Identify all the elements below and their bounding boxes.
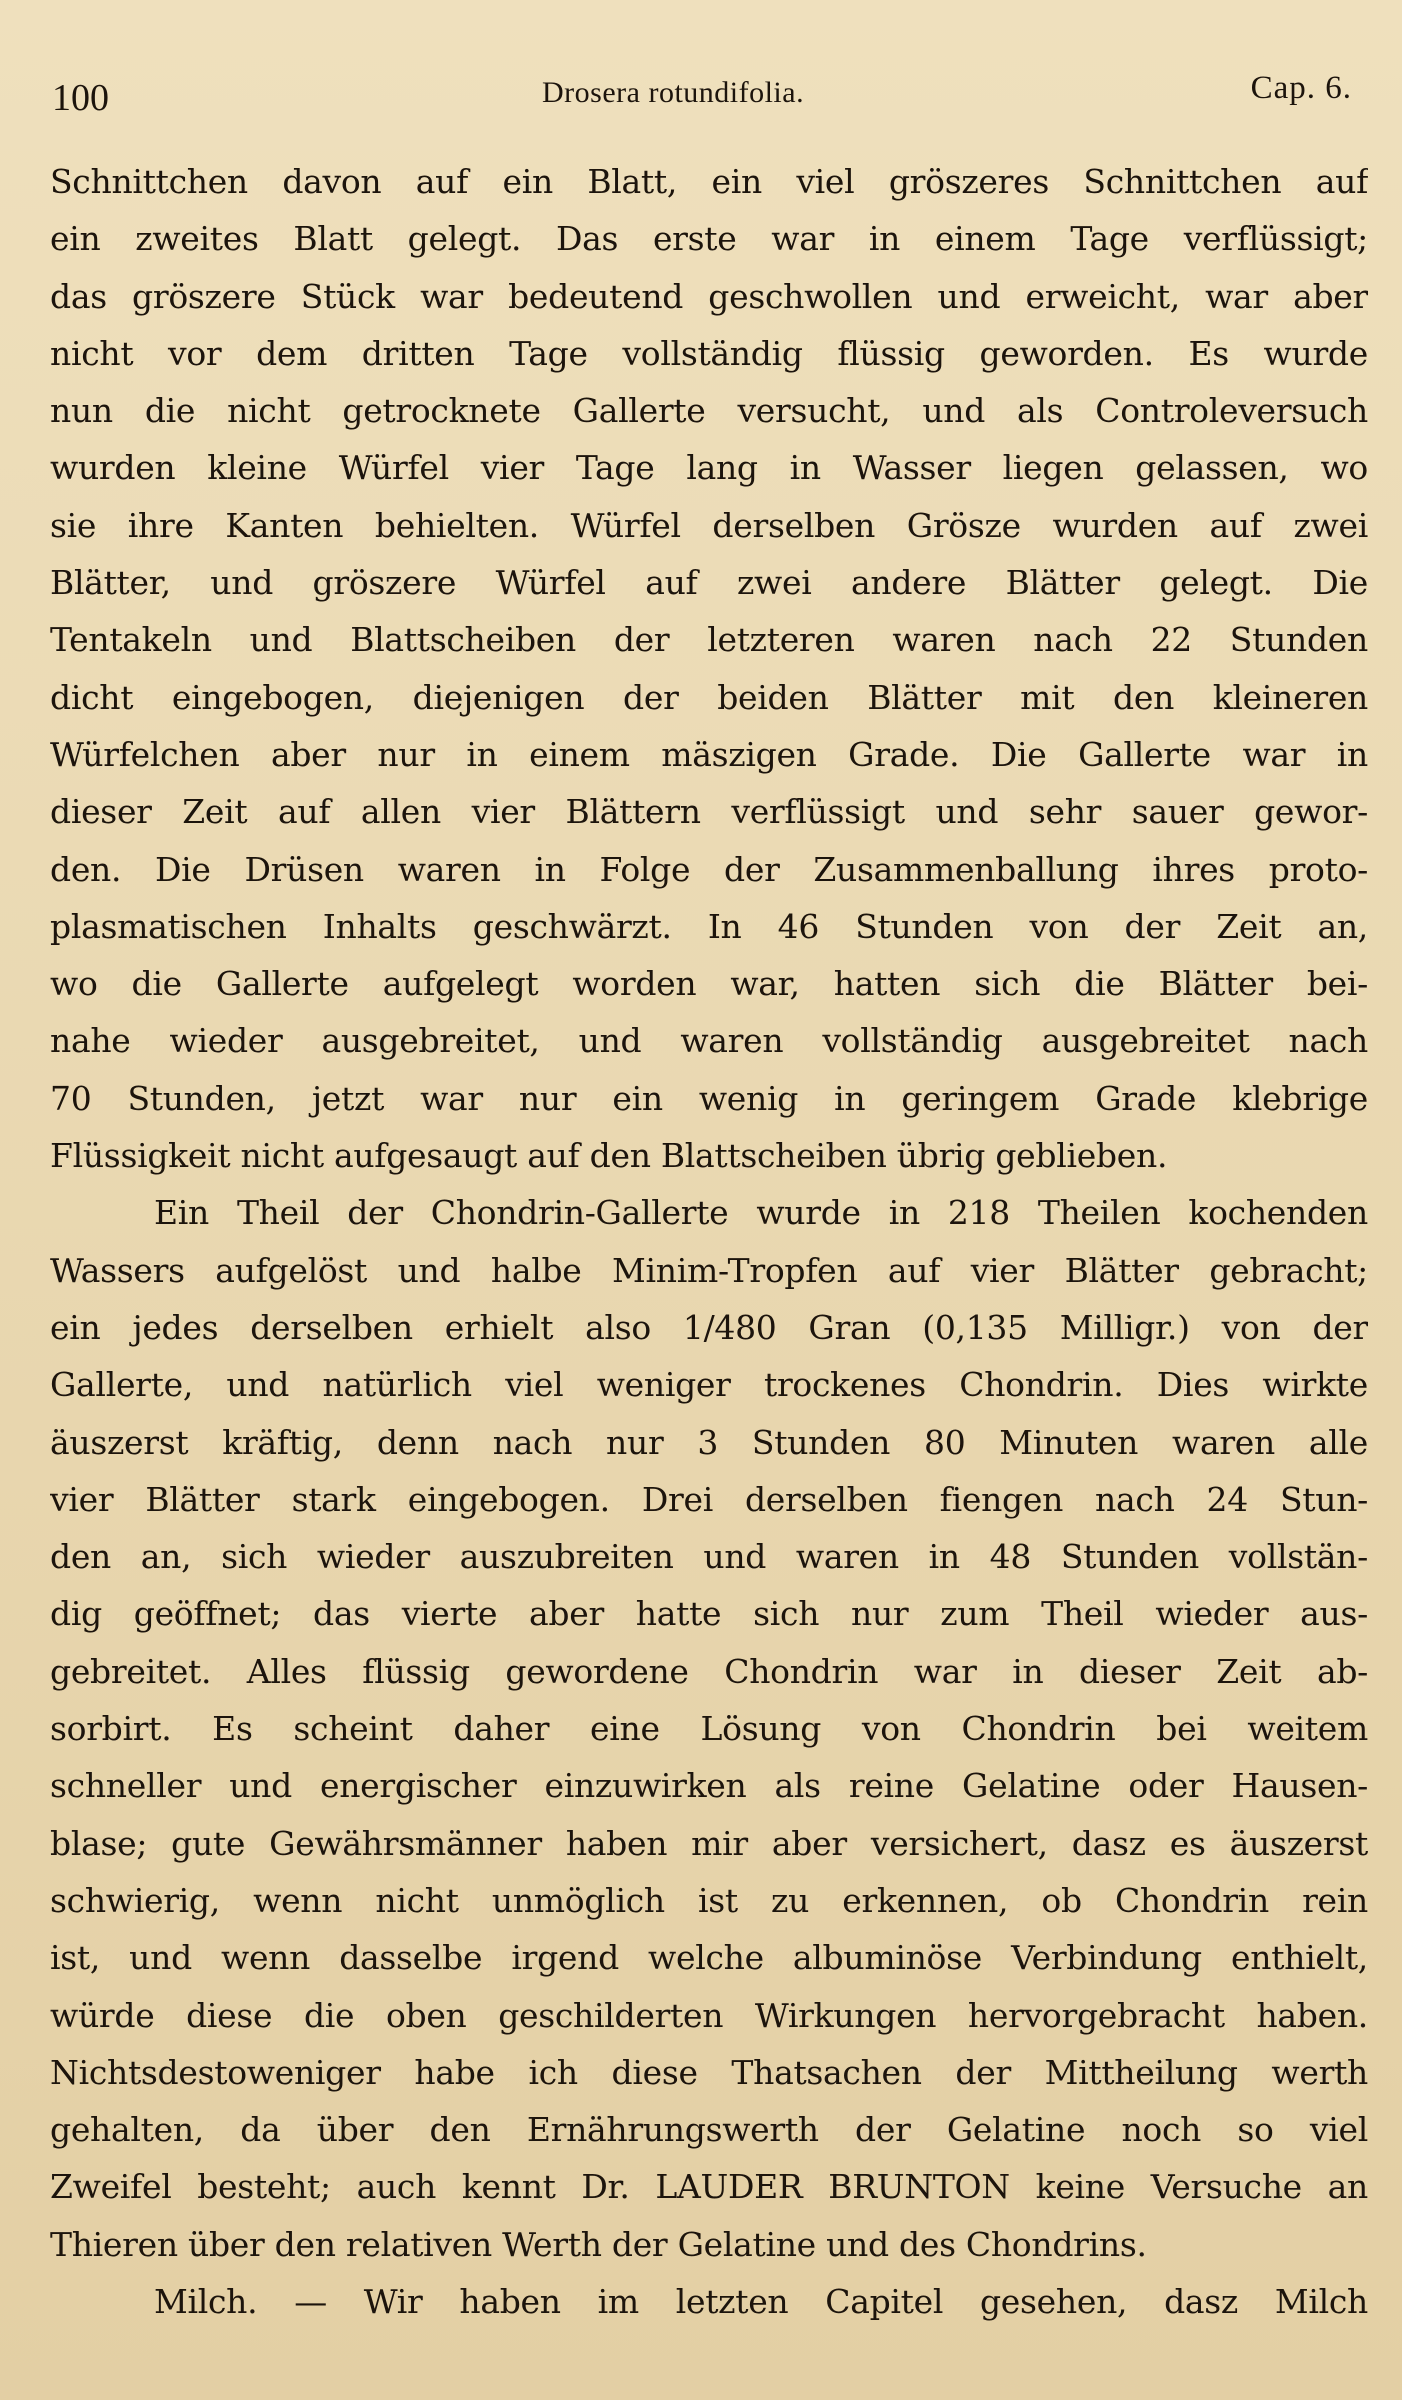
text-line: Wassers aufgelöst und halbe Minim-Tropfen auf vier Blätter gebracht;: [50, 1250, 1368, 1290]
text-line: würde diese die oben geschilderten Wirkungen hervorgebracht haben.: [50, 1995, 1368, 2035]
text-line: gebreitet. Alles flüssig gewordene Chondrin war in dieser Zeit ab-: [50, 1651, 1368, 1691]
text-line: schneller und energischer einzuwirken als reine Gelatine oder Hausen-: [50, 1766, 1368, 1806]
text-line: ist, und wenn dasselbe irgend welche albuminöse Verbindung enthielt,: [50, 1938, 1368, 1978]
text-line: das gröszere Stück war bedeutend geschwollen und erweicht, war aber: [50, 276, 1368, 316]
text-line: Flüssigkeit nicht aufgesaugt auf den Blattscheiben übrig geblieben.: [50, 1136, 1168, 1176]
text-line: Würfelchen aber nur in einem mäszigen Grade. Die Gallerte war in: [50, 734, 1368, 774]
text-line: wo die Gallerte aufgelegt worden war, hatten sich die Blätter bei-: [50, 964, 1368, 1004]
text-line: Zweifel besteht; auch kennt Dr. LAUDER BRUNTON keine Versuche an: [50, 2167, 1368, 2207]
text-line: dicht eingebogen, diejenigen der beiden Blätter mit den kleineren: [50, 677, 1368, 717]
text-line: blase; gute Gewährsmänner haben mir aber versichert, dasz es äuszerst: [50, 1823, 1368, 1863]
text-line: ein zweites Blatt gelegt. Das erste war in einem Tage verflüssigt;: [50, 219, 1368, 259]
chapter-label: Cap. 6.: [1250, 70, 1352, 106]
text-line: den an, sich wieder auszubreiten und waren in 48 Stunden vollstän-: [50, 1537, 1368, 1577]
text-line: Milch. — Wir haben im letzten Capitel gesehen, dasz Milch: [154, 2281, 1368, 2321]
text-line: Thieren über den relativen Werth der Gelatine und des Chondrins.: [50, 2224, 1147, 2264]
text-line: nahe wieder ausgebreitet, und waren vollständig ausgebreitet nach: [50, 1021, 1368, 1061]
text-line: nicht vor dem dritten Tage vollständig flüssig geworden. Es wurde: [50, 333, 1368, 373]
text-line: gehalten, da über den Ernährungswerth der Gelatine noch so viel: [50, 2110, 1368, 2150]
text-line: Gallerte, und natürlich viel weniger trockenes Chondrin. Dies wirkte: [50, 1365, 1368, 1405]
running-header: [52, 70, 1364, 120]
text-line: Nichtsdestoweniger habe ich diese Thatsachen der Mittheilung werth: [50, 2052, 1368, 2092]
text-line: dieser Zeit auf allen vier Blättern verflüssigt und sehr sauer gewor-: [50, 792, 1368, 832]
running-title: Drosera rotundifolia.: [542, 76, 805, 109]
text-line: dig geöffnet; das vierte aber hatte sich nur zum Theil wieder aus-: [50, 1594, 1368, 1634]
text-line: sie ihre Kanten behielten. Würfel derselben Grösze wurden auf zwei: [50, 505, 1368, 545]
text-line: Ein Theil der Chondrin-Gallerte wurde in 218 Theilen kochenden: [154, 1193, 1368, 1233]
text-line: nun die nicht getrocknete Gallerte versucht, und als Controleversuch: [50, 391, 1368, 431]
text-line: den. Die Drüsen waren in Folge der Zusammenballung ihres proto-: [50, 849, 1368, 889]
text-line: vier Blätter stark eingebogen. Drei derselben fiengen nach 24 Stun-: [50, 1479, 1368, 1519]
text-line: schwierig, wenn nicht unmöglich ist zu erkennen, ob Chondrin rein: [50, 1880, 1368, 1920]
text-line: plasmatischen Inhalts geschwärzt. In 46 Stunden von der Zeit an,: [50, 906, 1368, 946]
text-line: ein jedes derselben erhielt also 1/480 Gran (0,135 Milligr.) von der: [50, 1307, 1368, 1347]
text-line: äuszerst kräftig, denn nach nur 3 Stunden 80 Minuten waren alle: [50, 1422, 1368, 1462]
page-number: 100: [52, 77, 109, 119]
text-line: Schnittchen davon auf ein Blatt, ein viel gröszeres Schnittchen auf: [50, 162, 1368, 201]
text-line: Tentakeln und Blattscheiben der letzteren waren nach 22 Stunden: [50, 620, 1368, 660]
body-text: [50, 153, 1368, 2330]
text-line: Blätter, und gröszere Würfel auf zwei andere Blätter gelegt. Die: [50, 563, 1368, 603]
text-line: wurden kleine Würfel vier Tage lang in Wasser liegen gelassen, wo: [50, 448, 1368, 488]
text-line: sorbirt. Es scheint daher eine Lösung von Chondrin bei weitem: [50, 1709, 1368, 1749]
text-line: 70 Stunden, jetzt war nur ein wenig in geringem Grade klebrige: [50, 1078, 1368, 1118]
